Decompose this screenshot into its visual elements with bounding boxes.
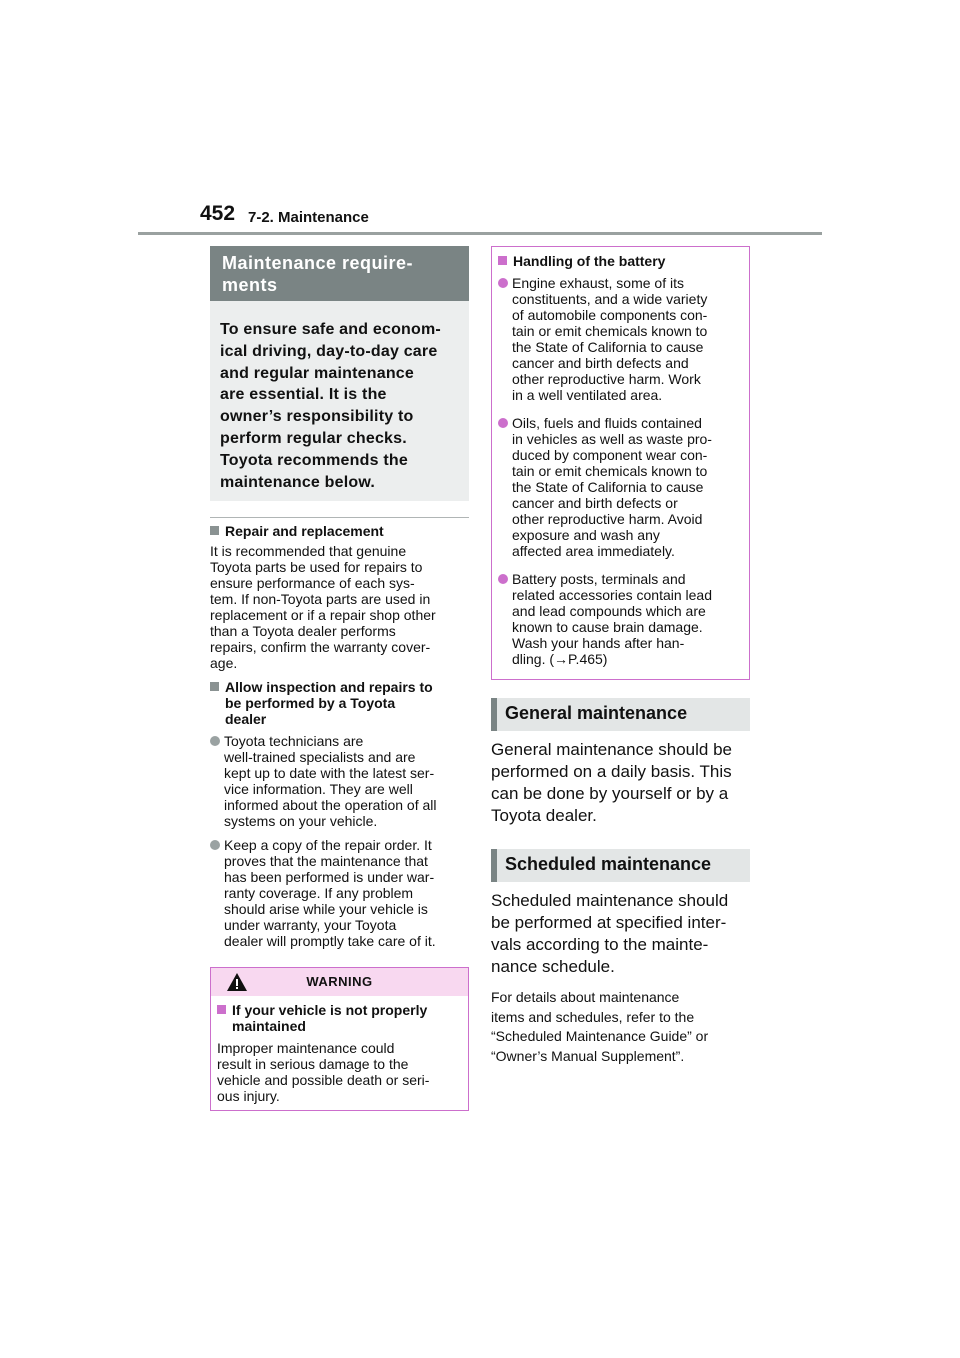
battery-box [491,246,750,680]
bullet-dot-icon [498,278,508,288]
scheduled-maintenance-text: Scheduled maintenance should be performed at specified inter- vals according to the mainte- nance schedule. [491,891,729,976]
section-label: 7-2. Maintenance [248,209,369,226]
square-bullet-icon [217,1005,226,1014]
square-bullet-icon [498,256,507,265]
list-item [498,415,743,559]
battery-heading-text: Handling of the battery [513,253,666,269]
bullet-dot-icon [210,736,220,746]
list-item [210,733,469,829]
warning-box [210,967,469,1111]
inspection-heading [210,679,469,727]
inspection-heading-text: Allow inspection and repairs to be performed by a Toyota dealer [225,679,433,727]
warning-heading-text: If your vehicle is not properly maintained [232,1002,428,1034]
repair-heading [210,523,469,539]
list-item [498,275,743,403]
list-item-text: Battery posts, terminals and related accessories contain lead and lead compounds which are known to cause brain damage. Wash your hands after han- dling. (→P.465) [512,571,713,667]
intro-box: To ensure safe and econom- ical driving, day-to-day care and regular maintenance are essential. It is the owner’s responsibility to perform regular checks. Toyota recommends the maintenance below. [210,301,469,501]
battery-heading [498,253,743,269]
list-item-text: Oils, fuels and fluids contained in vehicles as well as waste pro- duced by component wear con- tain or emit chemicals known to the State of California to cause cancer and birth defects or other reproductive harm. Avoid exposure and wash any affected area immediately. [512,415,712,559]
warning-triangle-icon [226,972,248,992]
general-maintenance-text: General maintenance should be performed on a daily basis. This can be done by yourself or by a Toyota dealer. [491,740,732,825]
scheduled-maintenance-note: For details about maintenance items and schedules, refer to the “Scheduled Maintenance Guide” or “Owner’s Manual Supplement”. [491,989,709,1064]
warning-label: WARNING [306,974,373,989]
warning-body [211,996,468,1110]
page-number: 452 [200,202,236,225]
list-item [210,837,469,949]
list-item [498,571,743,667]
bullet-dot-icon [210,840,220,850]
warning-text: Improper maintenance could result in serious damage to the vehicle and possible death or seri- ous injury. [217,1040,430,1104]
bullet-dot-icon [498,418,508,428]
general-maintenance-title: General maintenance [491,698,750,731]
list-item-text: Toyota technicians are well-trained specialists and are kept up to date with the latest ser- vice information. They are well informed about the operation of all systems on your vehicle. [224,733,437,829]
list-item-text: Engine exhaust, some of its constituents, and a wide variety of automobile components con- tain or emit chemicals known to the State of California to cause cancer and birth defects and other reproductive harm. Work in a well ventilated area. [512,275,708,403]
repair-heading-text: Repair and replacement [225,523,384,539]
list-item-text: Keep a copy of the repair order. It proves that the maintenance that has been performed is under war- ranty coverage. If any problem should arise while your vehicle is under warranty, your Toyota dealer will promptly take care of it. [224,837,436,949]
square-bullet-icon [210,682,219,691]
maintenance-requirements-title: Maintenance require- ments [210,246,469,301]
left-column [210,246,469,1111]
divider [210,517,469,518]
header-rule [138,232,822,235]
right-column [491,246,750,1066]
repair-text: It is recommended that genuine Toyota parts be used for repairs to ensure performance of each sys- tem. If non-Toyota parts are used in replacement or if a repair shop other than a Toyota dealer performs repairs, confirm the warranty cover- age. [210,543,436,671]
square-bullet-icon [210,526,219,535]
warning-heading [217,1002,462,1034]
bullet-dot-icon [498,574,508,584]
warning-header [211,968,468,996]
scheduled-maintenance-title: Scheduled maintenance [491,849,750,882]
